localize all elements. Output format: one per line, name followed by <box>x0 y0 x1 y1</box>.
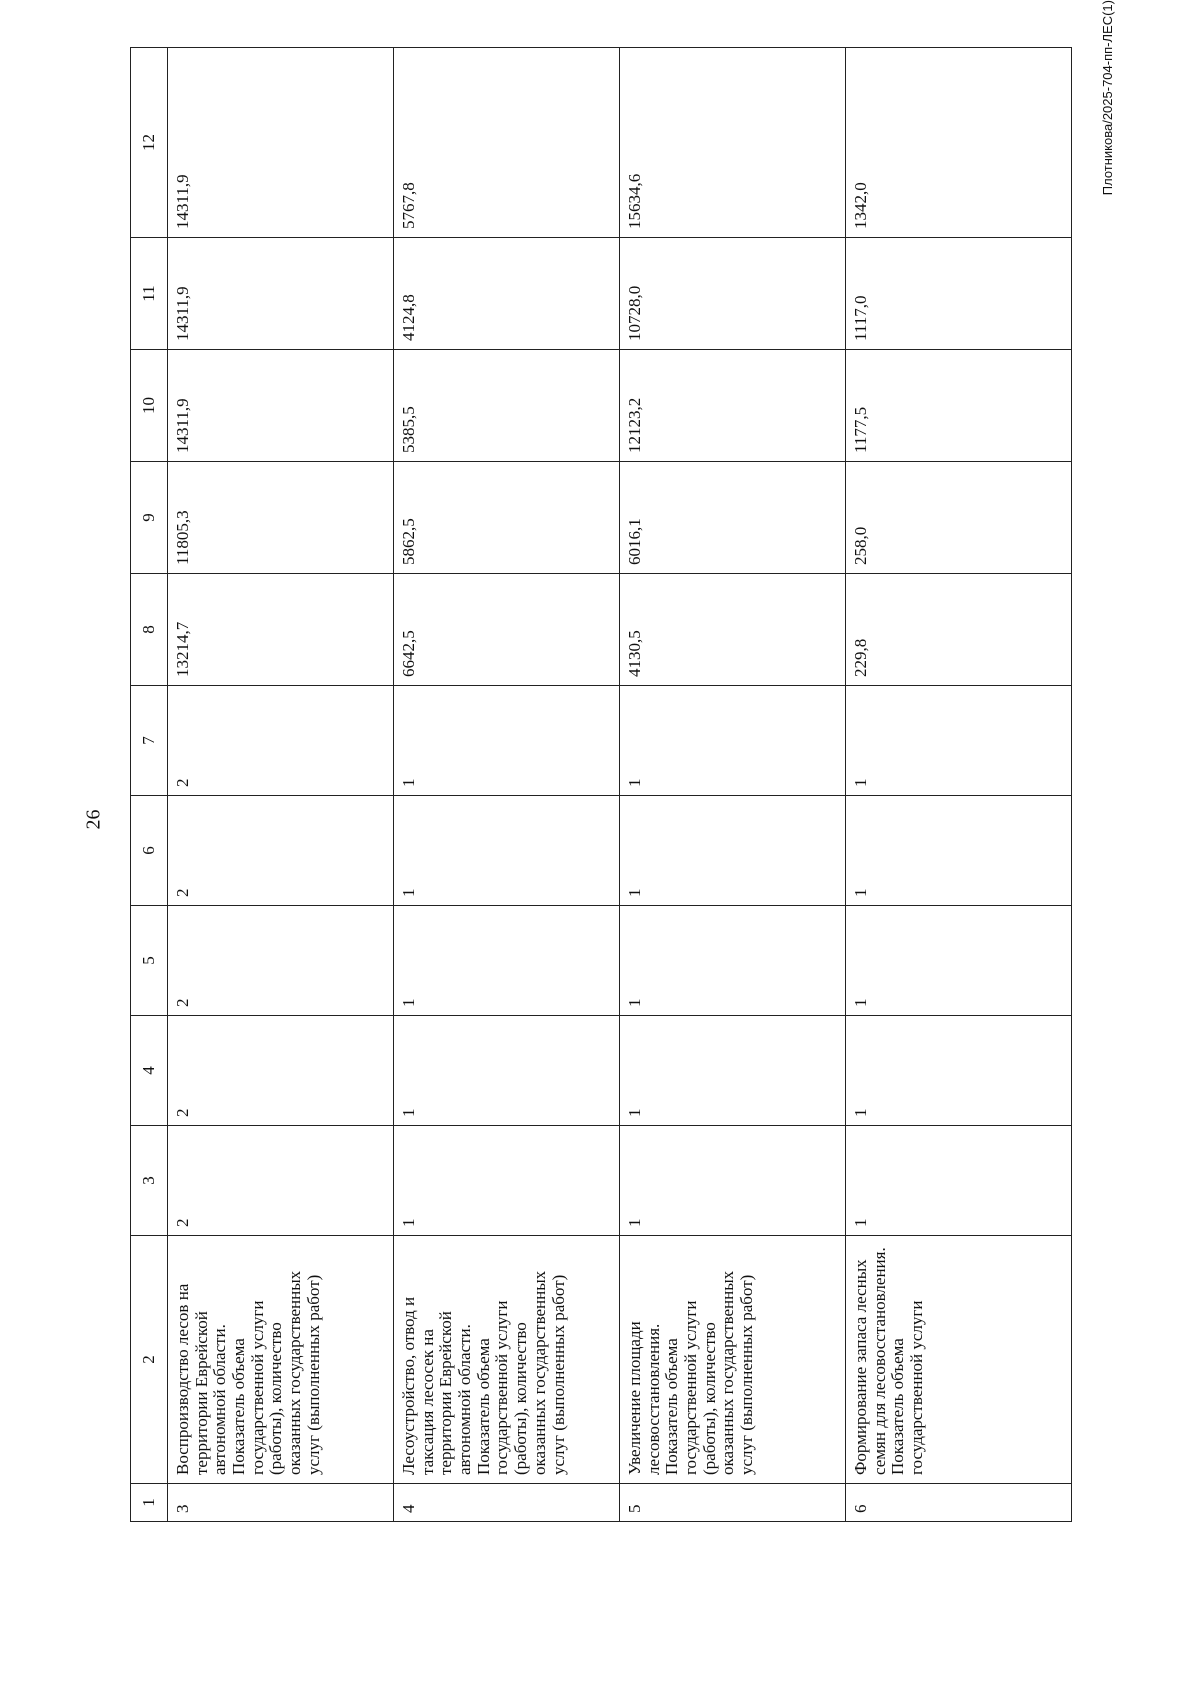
table-cell: 4124,8 <box>394 238 620 350</box>
data-table <box>130 47 1072 1522</box>
table-cell: 3 <box>168 1484 394 1522</box>
table-cell: 2 <box>168 1016 394 1126</box>
table-cell: 4 <box>394 1484 620 1522</box>
header-cell: 10 <box>131 350 168 462</box>
table-cell: 1 <box>394 796 620 906</box>
table-cell: 1342,0 <box>846 48 1072 238</box>
table-cell: 2 <box>168 1126 394 1236</box>
table-cell: 2 <box>168 686 394 796</box>
header-cell: 11 <box>131 238 168 350</box>
table-cell: 15634,6 <box>620 48 846 238</box>
table-cell: 2 <box>168 796 394 906</box>
table-cell: 1 <box>620 796 846 906</box>
page-number: 26 <box>82 809 105 830</box>
table-row <box>846 48 1072 1522</box>
table-cell: 1 <box>394 906 620 1016</box>
header-cell: 4 <box>131 1016 168 1126</box>
table-cell: 11805,3 <box>168 462 394 574</box>
table-cell: 5385,5 <box>394 350 620 462</box>
table-cell: 5767,8 <box>394 48 620 238</box>
header-cell: 1 <box>131 1484 168 1522</box>
table-cell: 14311,9 <box>168 48 394 238</box>
table-cell: 1 <box>846 796 1072 906</box>
table-cell: 1 <box>846 906 1072 1016</box>
header-cell: 12 <box>131 48 168 238</box>
table-cell: 5862,5 <box>394 462 620 574</box>
table-row <box>394 48 620 1522</box>
table-cell: 4130,5 <box>620 574 846 686</box>
table-container <box>130 48 1070 1522</box>
table-cell: 1 <box>846 1016 1072 1126</box>
table-cell: Увеличение площади лесовосстановления. Показатель объема государственной услуги (работы), количество оказанных государственных услуг (выполненных работ) <box>620 1236 846 1484</box>
table-cell: 1 <box>394 1126 620 1236</box>
table-cell: 13214,7 <box>168 574 394 686</box>
table-cell: 6 <box>846 1484 1072 1522</box>
table-cell: 10728,0 <box>620 238 846 350</box>
table-cell: 2 <box>168 906 394 1016</box>
table-cell: 6642,5 <box>394 574 620 686</box>
table-cell: Формирование запаса лесных семян для лесовосстановления. Показатель объема государственной услуги <box>846 1236 1072 1484</box>
table-cell: 1 <box>394 1016 620 1126</box>
table-cell: Лесоустройство, отвод и таксация лесосек на территории Еврейской автономной области. Показатель объема государственной услуги (работы), количество оказанных государственных услуг (выполненных работ) <box>394 1236 620 1484</box>
table-cell: 1177,5 <box>846 350 1072 462</box>
table-cell: 14311,9 <box>168 350 394 462</box>
table-cell: 1 <box>620 1016 846 1126</box>
table-cell: 258,0 <box>846 462 1072 574</box>
header-cell: 9 <box>131 462 168 574</box>
table-cell: Воспроизводство лесов на территории Еврейской автономной области. Показатель объема государственной услуги (работы), количество оказанных государственных услуг (выполненных работ) <box>168 1236 394 1484</box>
table-cell: 12123,2 <box>620 350 846 462</box>
table-cell: 14311,9 <box>168 238 394 350</box>
header-cell: 2 <box>131 1236 168 1484</box>
table-cell: 229,8 <box>846 574 1072 686</box>
table-cell: 1 <box>620 1126 846 1236</box>
table-cell: 1 <box>620 906 846 1016</box>
header-cell: 7 <box>131 686 168 796</box>
header-cell: 8 <box>131 574 168 686</box>
header-cell: 5 <box>131 906 168 1016</box>
table-cell: 1 <box>394 686 620 796</box>
header-row <box>131 48 168 1522</box>
header-cell: 3 <box>131 1126 168 1236</box>
table-cell: 6016,1 <box>620 462 846 574</box>
table-cell: 1 <box>846 686 1072 796</box>
table-cell: 5 <box>620 1484 846 1522</box>
table-cell: 1117,0 <box>846 238 1072 350</box>
header-cell: 6 <box>131 796 168 906</box>
document-code: Плотникова/2025-704-пп-ЛЕС(1) <box>1100 0 1115 196</box>
table-cell: 1 <box>846 1126 1072 1236</box>
table-row <box>168 48 394 1522</box>
table-row <box>620 48 846 1522</box>
table-cell: 1 <box>620 686 846 796</box>
